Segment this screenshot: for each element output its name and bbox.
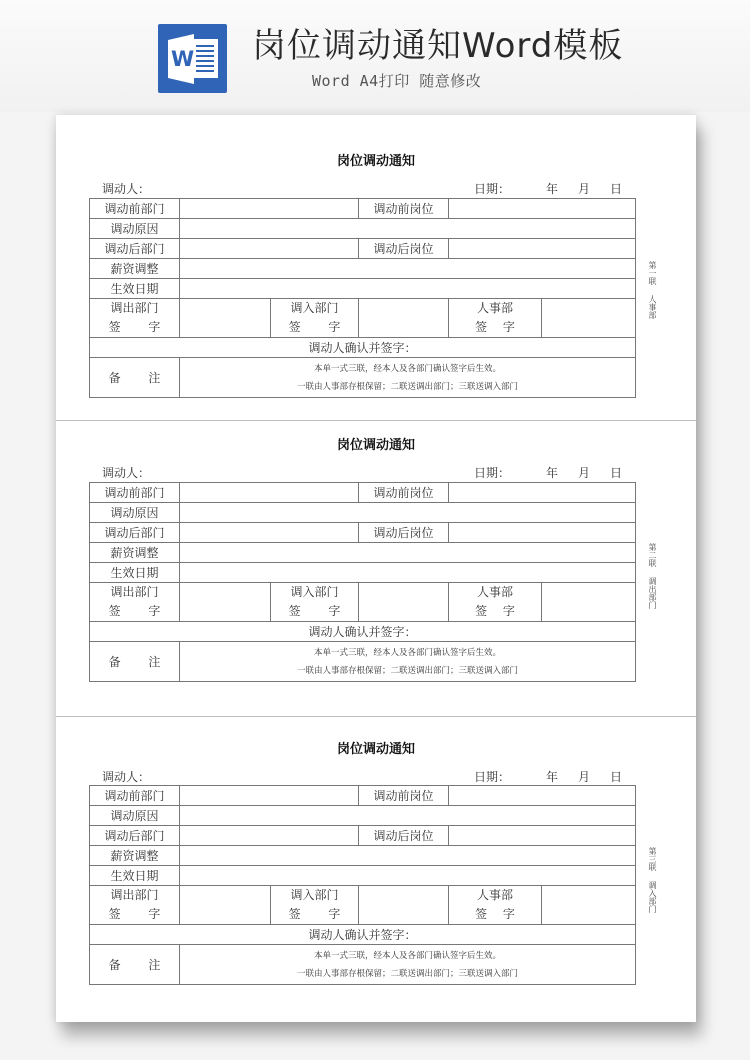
reason-field[interactable] [180,806,636,826]
remark-label: 备 注 [90,945,180,985]
salary-label: 薪资调整 [90,543,180,563]
remark-note-2: 一联由人事部存根保留；二联送调出部门；三联送调入部门 [296,968,518,979]
reason-field[interactable] [180,503,636,523]
effective-date-field[interactable] [180,866,636,886]
salary-label: 薪资调整 [90,846,180,866]
copy-label: 第三联调入部门 [648,847,657,913]
day-label: 日 [610,466,623,480]
remark-row [90,642,636,682]
signature-row [90,583,636,622]
new-post-field[interactable] [449,826,636,846]
in-dept-sign-label: 调入部门 签 字 [271,583,359,622]
in-dept-sign-field[interactable] [359,583,449,622]
new-dept-label: 调动后部门 [90,239,180,259]
prev-post-field[interactable] [449,199,636,219]
remark-note-2: 一联由人事部存根保留；二联送调出部门；三联送调入部门 [296,381,518,392]
transferee-label: 调动人： [102,770,151,784]
banner-subtitle: Word A4打印 随意修改 [312,72,482,90]
remark-note-1: 本单一式三联，经本人及各部门确认签字后生效。 [313,647,501,658]
out-dept-sign-label: 调出部门 签 字 [90,299,180,338]
remark-label: 备 注 [90,642,180,682]
salary-field[interactable] [180,259,636,279]
out-dept-sign-label: 调出部门 签 字 [90,886,180,925]
table-row [90,866,636,886]
transferee-label: 调动人： [102,466,151,480]
month-label: 月 [578,770,591,784]
table-row [90,259,636,279]
effective-date-label: 生效日期 [90,279,180,299]
year-label: 年 [546,770,559,784]
prev-post-label: 调动前岗位 [359,199,449,219]
new-dept-label: 调动后部门 [90,826,180,846]
day-label: 日 [610,182,623,196]
date-label: 日期： [474,466,511,480]
document-page [56,115,696,1022]
prev-dept-label: 调动前部门 [90,199,180,219]
prev-post-field[interactable] [449,483,636,503]
effective-date-field[interactable] [180,279,636,299]
table-row [90,279,636,299]
transferee-label: 调动人： [102,182,151,196]
new-post-label: 调动后岗位 [359,523,449,543]
signature-row [90,299,636,338]
transfer-table [89,785,636,985]
hr-sign-label: 人事部 签 字 [449,583,542,622]
transfer-table [89,198,636,398]
new-post-label: 调动后岗位 [359,239,449,259]
prev-dept-field[interactable] [180,786,359,806]
prev-dept-label: 调动前部门 [90,483,180,503]
prev-dept-field[interactable] [180,483,359,503]
banner-title: 岗位调动通知Word模板 [252,26,624,66]
hr-sign-label: 人事部 签 字 [449,299,542,338]
transfer-form-2 [56,437,696,727]
hr-sign-label: 人事部 签 字 [449,886,542,925]
form-title: 岗位调动通知 [336,742,415,757]
table-row [90,806,636,826]
remark-note-1: 本单一式三联，经本人及各部门确认签字后生效。 [313,950,501,961]
effective-date-field[interactable] [180,563,636,583]
transfer-form-1 [56,153,696,443]
remark-notes [180,642,636,682]
out-dept-sign-field[interactable] [180,299,271,338]
date-label: 日期： [474,182,511,196]
table-row [90,925,636,945]
hr-sign-field[interactable] [542,299,636,338]
table-row [90,219,636,239]
transfer-table [89,482,636,682]
reason-label: 调动原因 [90,219,180,239]
effective-date-label: 生效日期 [90,866,180,886]
table-row [90,199,636,219]
year-label: 年 [546,466,559,480]
table-row [90,826,636,846]
table-row [90,483,636,503]
table-row [90,338,636,358]
out-dept-sign-field[interactable] [180,583,271,622]
new-post-field[interactable] [449,239,636,259]
prev-dept-field[interactable] [180,199,359,219]
table-row [90,846,636,866]
signature-row [90,886,636,925]
prev-post-label: 调动前岗位 [359,786,449,806]
new-dept-label: 调动后部门 [90,523,180,543]
table-row [90,503,636,523]
remark-label: 备 注 [90,358,180,398]
remark-notes [180,945,636,985]
table-row [90,563,636,583]
reason-label: 调动原因 [90,503,180,523]
remark-note-1: 本单一式三联，经本人及各部门确认签字后生效。 [313,363,501,374]
out-dept-sign-label: 调出部门 签 字 [90,583,180,622]
word-letter-icon: W [171,47,195,71]
cut-line [56,420,696,421]
effective-date-label: 生效日期 [90,563,180,583]
hr-sign-field[interactable] [542,583,636,622]
table-row [90,622,636,642]
remark-notes [180,358,636,398]
remark-note-2: 一联由人事部存根保留；二联送调出部门；三联送调入部门 [296,665,518,676]
table-row [90,543,636,563]
copy-label: 第一联人事部 [648,261,657,319]
month-label: 月 [578,466,591,480]
remark-row [90,358,636,398]
prev-dept-label: 调动前部门 [90,786,180,806]
banner [0,0,750,112]
table-row [90,523,636,543]
salary-field[interactable] [180,846,636,866]
reason-field[interactable] [180,219,636,239]
table-row [90,786,636,806]
day-label: 日 [610,770,623,784]
in-dept-sign-label: 调入部门 签 字 [271,299,359,338]
transfer-form-3 [56,741,696,1031]
new-post-label: 调动后岗位 [359,826,449,846]
word-icon [158,24,227,93]
table-row [90,239,636,259]
new-post-field[interactable] [449,523,636,543]
prev-post-label: 调动前岗位 [359,483,449,503]
transferee-confirm-label[interactable]: 调动人确认并签字： [90,338,636,358]
new-dept-field[interactable] [180,523,359,543]
reason-label: 调动原因 [90,806,180,826]
in-dept-sign-field[interactable] [359,886,449,925]
form-title: 岗位调动通知 [336,438,415,453]
salary-label: 薪资调整 [90,259,180,279]
remark-row [90,945,636,985]
month-label: 月 [578,182,591,196]
hr-sign-field[interactable] [542,886,636,925]
cut-line [56,716,696,717]
in-dept-sign-label: 调入部门 签 字 [271,886,359,925]
transferee-confirm-label[interactable]: 调动人确认并签字： [90,925,636,945]
prev-post-field[interactable] [449,786,636,806]
form-title: 岗位调动通知 [336,154,415,169]
out-dept-sign-field[interactable] [180,886,271,925]
new-dept-field[interactable] [180,239,359,259]
year-label: 年 [546,182,559,196]
new-dept-field[interactable] [180,826,359,846]
in-dept-sign-field[interactable] [359,299,449,338]
date-label: 日期： [474,770,511,784]
transferee-confirm-label[interactable]: 调动人确认并签字： [90,622,636,642]
copy-label: 第二联调出部门 [648,543,657,609]
salary-field[interactable] [180,543,636,563]
